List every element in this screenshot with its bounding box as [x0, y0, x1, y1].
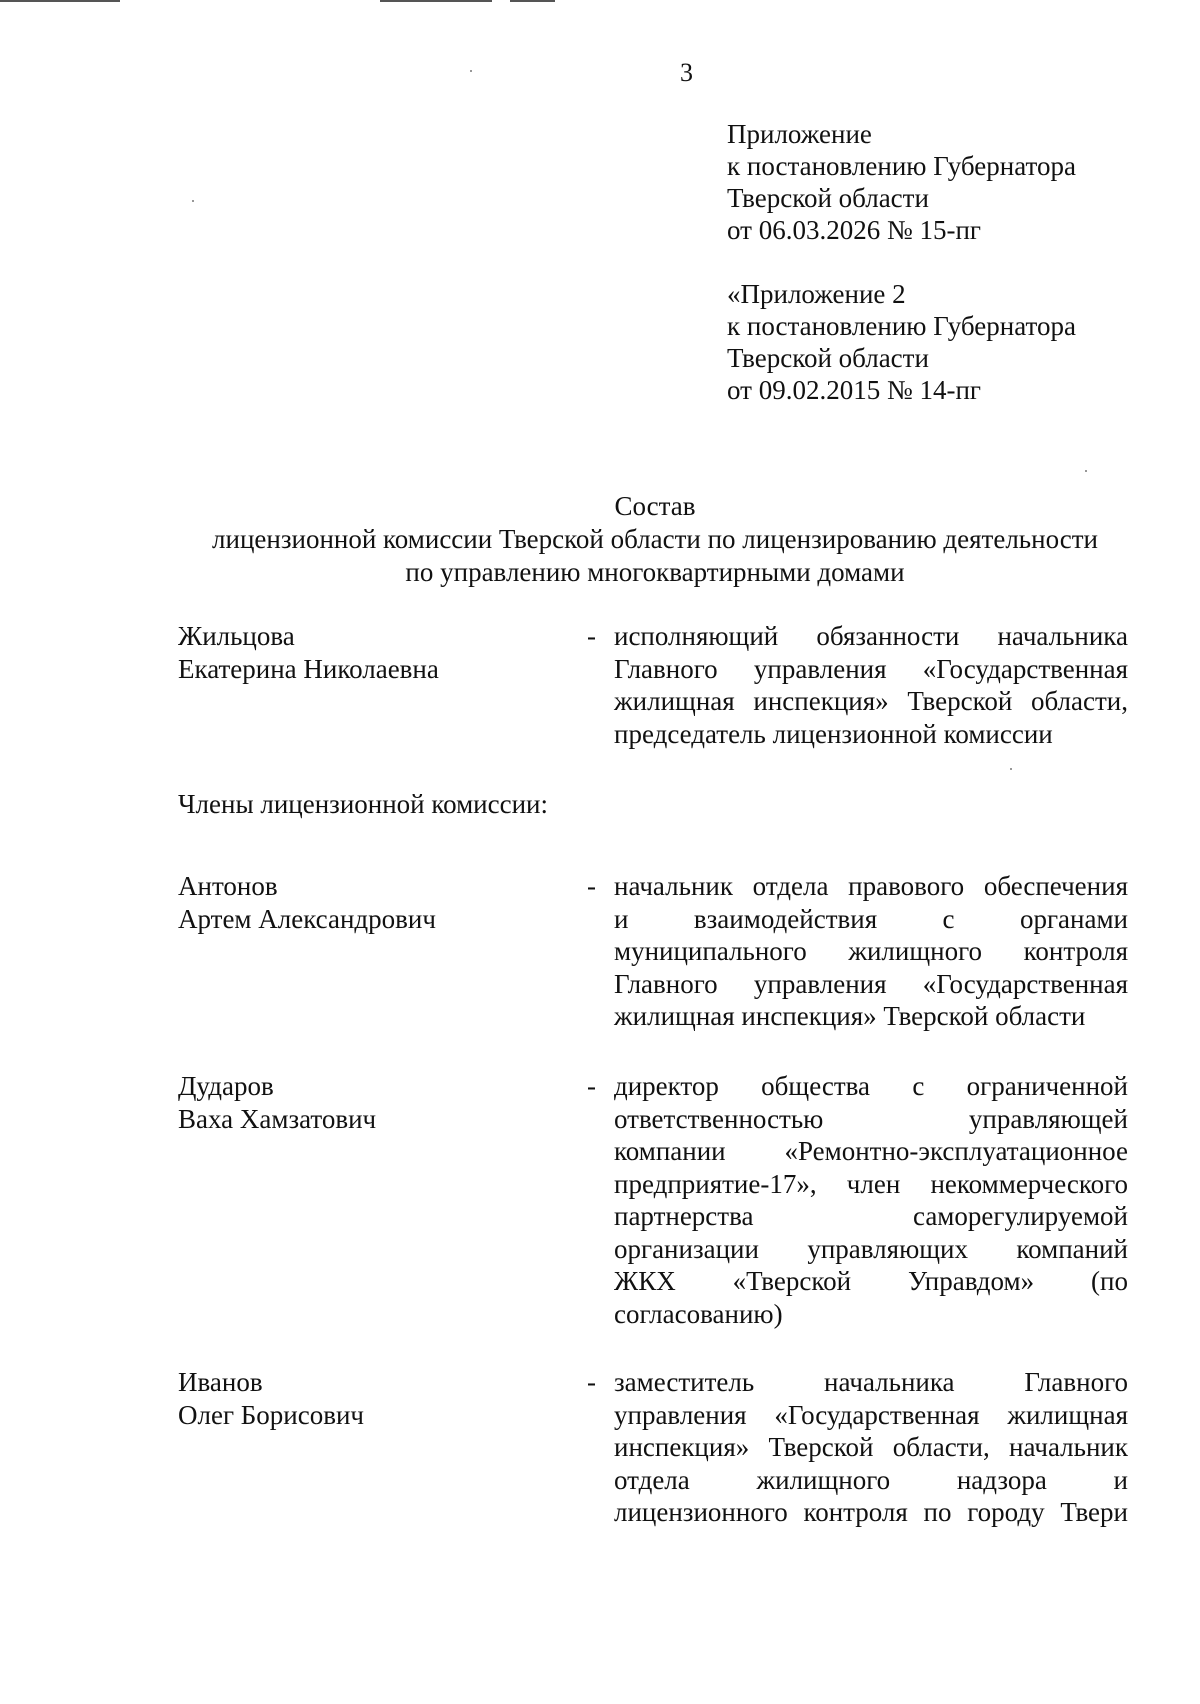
title-line: по управлению многоквартирными домами	[405, 557, 905, 587]
given-names: Екатерина Николаевна	[178, 653, 439, 684]
position-line: исполняющий обязанности начальника	[614, 621, 1128, 651]
appendix-new-block	[727, 118, 1076, 246]
document-title	[0, 490, 1200, 589]
scan-edge-line	[380, 0, 492, 2]
position-line: ответственностью управляющей	[614, 1103, 1128, 1134]
position-line: лицензионного контроля по городу Твери	[614, 1497, 1128, 1527]
members-heading: Члены лицензионной комиссии:	[178, 789, 548, 819]
position-line: партнерства саморегулируемой	[614, 1201, 1128, 1231]
page-number: 3	[680, 58, 693, 87]
person-name	[178, 1366, 364, 1431]
position-line: муниципального жилищного контроля	[614, 936, 1128, 966]
position-line: жилищная инспекция» Тверской области	[614, 1001, 1086, 1031]
scan-speck	[1085, 470, 1087, 472]
dash-separator: -	[587, 1367, 596, 1397]
position-line: отдела жилищного надзора и	[614, 1464, 1128, 1495]
position-line: организации управляющих компаний	[614, 1233, 1128, 1264]
position-line: председатель лицензионной комиссии	[614, 718, 1053, 749]
appendix-line: «Приложение 2	[727, 279, 906, 309]
person-position	[614, 1070, 1128, 1330]
given-names: Артем Александрович	[178, 903, 436, 934]
position-line: инспекция» Тверской области, начальник	[614, 1432, 1128, 1462]
appendix-line: к постановлению Губернатора	[727, 151, 1076, 181]
given-names: Ваха Хамзатович	[178, 1103, 377, 1134]
person-name	[178, 870, 436, 935]
position-line: Главного управления «Государственная	[614, 968, 1128, 999]
given-names: Олег Борисович	[178, 1399, 364, 1430]
person-position	[614, 1366, 1128, 1529]
scan-speck	[1010, 768, 1012, 770]
position-line: директор общества с ограниченной	[614, 1071, 1128, 1101]
appendix-line: Тверской области	[727, 183, 929, 213]
appendix-line: Приложение	[727, 119, 872, 149]
dash-separator: -	[587, 1071, 596, 1101]
position-line: предприятие-17», член некоммерческого	[614, 1168, 1128, 1199]
title-line: лицензионной комиссии Тверской области по лицензированию деятельности	[212, 524, 1098, 554]
appendix-line: к постановлению Губернатора	[727, 311, 1076, 341]
appendix-line: от 06.03.2026 № 15-пг	[727, 215, 981, 245]
person-name	[178, 620, 439, 685]
surname: Антонов	[178, 871, 278, 901]
position-line: ЖКХ «Тверской Управдом» (по	[614, 1266, 1128, 1296]
surname: Дударов	[178, 1071, 274, 1101]
scan-edge-line	[0, 0, 120, 2]
position-line: компании «Ремонтно-эксплуатационное	[614, 1136, 1128, 1166]
title-line: Состав	[614, 491, 696, 521]
position-line: заместитель начальника Главного	[614, 1367, 1128, 1397]
position-line: Главного управления «Государственная	[614, 653, 1128, 684]
appendix-old-block	[727, 278, 1076, 406]
appendix-line: от 09.02.2015 № 14-пг	[727, 375, 981, 405]
position-line: жилищная инспекция» Тверской области,	[614, 686, 1128, 716]
scan-edge-line	[510, 0, 555, 2]
position-line: согласованию)	[614, 1298, 783, 1329]
position-line: управления «Государственная жилищная	[614, 1399, 1128, 1430]
person-name	[178, 1070, 376, 1135]
dash-separator: -	[587, 871, 596, 901]
person-position	[614, 620, 1128, 750]
position-line: начальник отдела правового обеспечения	[614, 871, 1128, 901]
scan-speck	[192, 200, 194, 202]
dash-separator: -	[587, 621, 596, 651]
surname: Иванов	[178, 1367, 263, 1397]
appendix-line: Тверской области	[727, 343, 929, 373]
scan-speck	[470, 70, 472, 72]
position-line: и взаимодействия с органами	[614, 903, 1128, 934]
person-position	[614, 870, 1128, 1033]
surname: Жильцова	[178, 621, 295, 651]
